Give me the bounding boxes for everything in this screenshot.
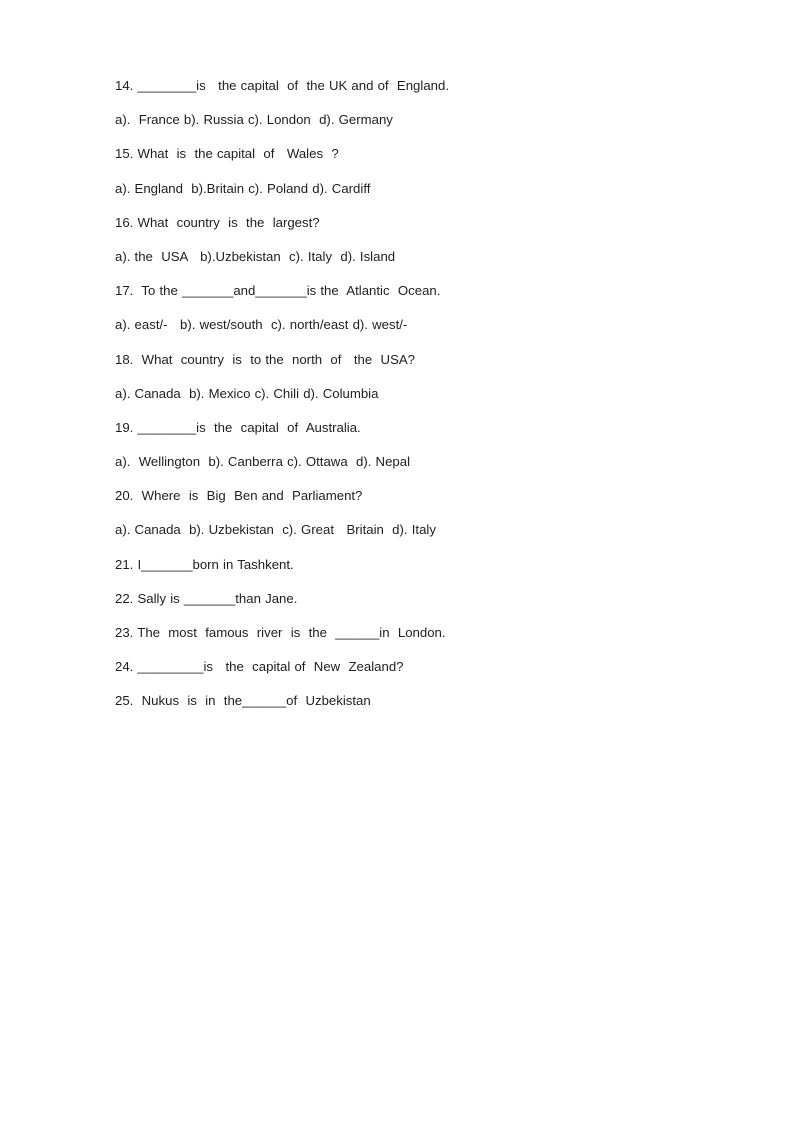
options-17: a). east/- b). west/south c). north/east d). west/- <box>115 317 408 333</box>
question-15: 15. What is the capital of Wales ? <box>115 146 339 162</box>
options-14: a). France b). Russia c). London d). Germany <box>115 112 393 128</box>
options-15: a). England b).Britain c). Poland d). Cardiff <box>115 180 371 196</box>
question-16: 16. What country is the largest? <box>115 214 320 230</box>
question-19: 19. ________is the capital of Australia. <box>115 419 361 435</box>
question-22: 22. Sally is _______than Jane. <box>115 590 298 606</box>
question-21: 21. I_______born in Tashkent. <box>115 556 294 572</box>
options-16: a). the USA b).Uzbekistan c). Italy d). Island <box>115 248 396 264</box>
options-19: a). Wellington b). Canberra c). Ottawa d). Nepal <box>115 454 411 470</box>
quiz-text <box>115 76 755 726</box>
question-20: 20. Where is Big Ben and Parliament? <box>115 488 363 504</box>
question-25: 25. Nukus is in the______of Uzbekistan <box>115 693 371 709</box>
options-20: a). Canada b). Uzbekistan c). Great Britain d). Italy <box>115 522 436 538</box>
question-17: 17. To the _______and_______is the Atlantic Ocean. <box>115 283 441 299</box>
question-23: 23. The most famous river is the ______in London. <box>115 625 446 640</box>
question-14: 14. ________is the capital of the UK and of England. <box>115 78 449 93</box>
options-18: a). Canada b). Mexico c). Chili d). Columbia <box>115 385 379 401</box>
question-18: 18. What country is to the north of the USA? <box>115 351 416 367</box>
question-24: 24. _________is the capital of New Zealand? <box>115 659 404 675</box>
